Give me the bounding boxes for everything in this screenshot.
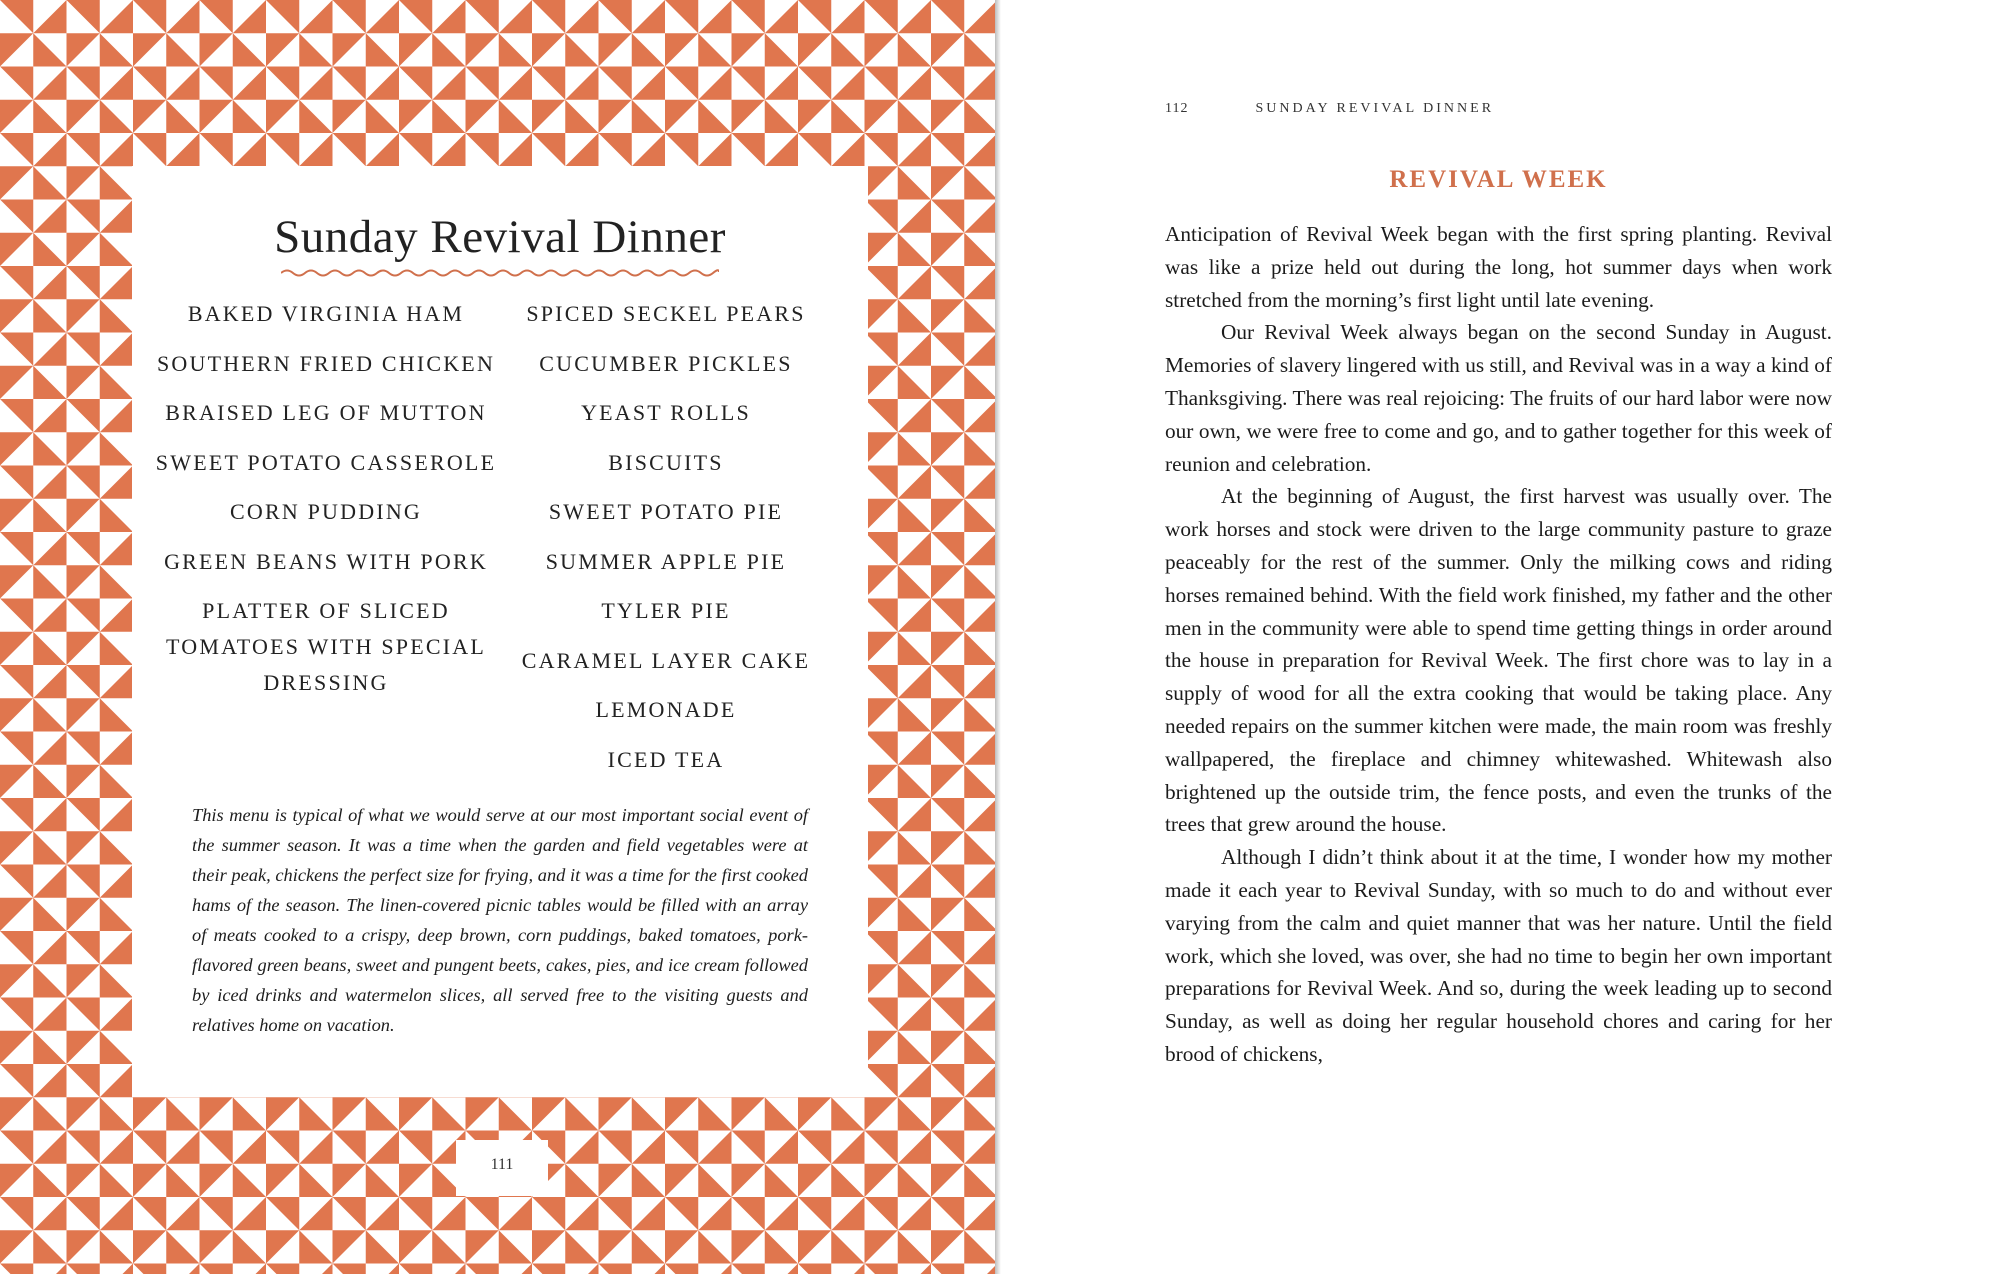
menu-item: GREEN BEANS WITH PORK: [164, 548, 488, 574]
wavy-underline-ornament: [281, 266, 719, 280]
menu-title: Sunday Revival Dinner: [274, 211, 726, 263]
paragraph: At the beginning of August, the first harvest was usually over. The work horses and stock were driven to the large community pasture to graze peaceably for the rest of the summer. Only the milking cows and riding horses remained behind. With the field work finished, my father and the other men in the community were able to spend time getting things in order around the house in preparation for Revival Week. The first chore was to lay in a supply of wood for all the extra cooking that would be taking place. Any needed repairs on the summer kitchen were made, the main room was freshly wallpapered, the fireplace and chimney whitewashed. Whitewash also brightened up the outside trim, the fence posts, and even the trunks of the trees that grew around the house.: [1165, 484, 1832, 837]
page-number-box: [456, 1140, 548, 1196]
body-text: [1165, 218, 1832, 1071]
menu-item: SOUTHERN FRIED CHICKEN: [156, 350, 496, 376]
paragraph: Although I didn’t think about it at the time, I wonder how my mother made it each year to Revival Sunday, with so much to do and without ever varying from the calm and quiet manner that was her nature. Until the field work, which she loved, was over, she had no time to begin her own important preparations for Revival Week. And so, during the week leading up to second Sunday, as well as doing her regular household chores and caring for her brood of chickens,: [1165, 845, 1832, 1066]
section-heading: REVIVAL WEEK: [1389, 166, 1608, 193]
page-number: 111: [490, 1156, 514, 1173]
menu-item: ICED TEA: [607, 746, 725, 772]
menu-item: BISCUITS: [608, 449, 724, 475]
book-gutter: [995, 0, 1001, 1274]
running-head-title: SUNDAY REVIVAL DINNER: [1255, 101, 1495, 116]
page-number: 112: [1165, 101, 1189, 116]
menu-list-right: [472, 296, 860, 791]
paragraph: Our Revival Week always began on the second Sunday in August. Memories of slavery lingered with us still, and Revival was in a way a kind of Thanksgiving. There was real rejoicing: The fruits of our hard labor were now our own, we were free to come and go, and to gather together for this week of reunion and celebration.: [1165, 320, 1832, 476]
left-page: [0, 0, 995, 1274]
paragraph: Anticipation of Revival Week began with the first spring planting. Revival was like a prize held out during the long, hot summer days when work stretched from the morning’s first light until late evening.: [1165, 222, 1832, 312]
menu-item: CUCUMBER PICKLES: [539, 350, 793, 376]
menu-item: SWEET POTATO PIE: [548, 499, 784, 524]
menu-item: TYLER PIE: [601, 598, 731, 623]
menu-item: BAKED VIRGINIA HAM: [187, 301, 465, 326]
menu-item: YEAST ROLLS: [581, 400, 751, 425]
menu-item: SWEET POTATO CASSEROLE: [155, 449, 497, 475]
menu-item: LEMONADE: [595, 697, 737, 722]
menu-item: BRAISED LEG OF MUTTON: [165, 400, 487, 425]
menu-description: This menu is typical of what we would serve at our most important social event of the summer season. It was a time when the garden and field vegetables were at their peak, chickens the perfect size for frying, and it was a time for the first cooked hams of the season. The linen-covered picnic tables would be filled with an array of meats cooked to a crispy, deep brown, corn puddings, baked tomatoes, pork-flavored green beans, sweet and pungent beets, cakes, pies, and ice cream followed by iced drinks and watermelon slices, all served free to the visiting guests and relatives home on vacation.: [192, 805, 808, 1035]
menu-item: CORN PUDDING: [229, 499, 423, 524]
menu-item: PLATTER OF SLICED TOMATOES WITH SPECIAL DRESSING: [166, 598, 486, 695]
menu-card: [132, 166, 868, 1097]
menu-list-left: [132, 296, 520, 715]
menu-item: SUMMER APPLE PIE: [545, 548, 787, 574]
menu-item: CARAMEL LAYER CAKE: [521, 647, 811, 673]
menu-item: SPICED SECKEL PEARS: [526, 301, 806, 326]
running-head: [1165, 101, 1494, 117]
